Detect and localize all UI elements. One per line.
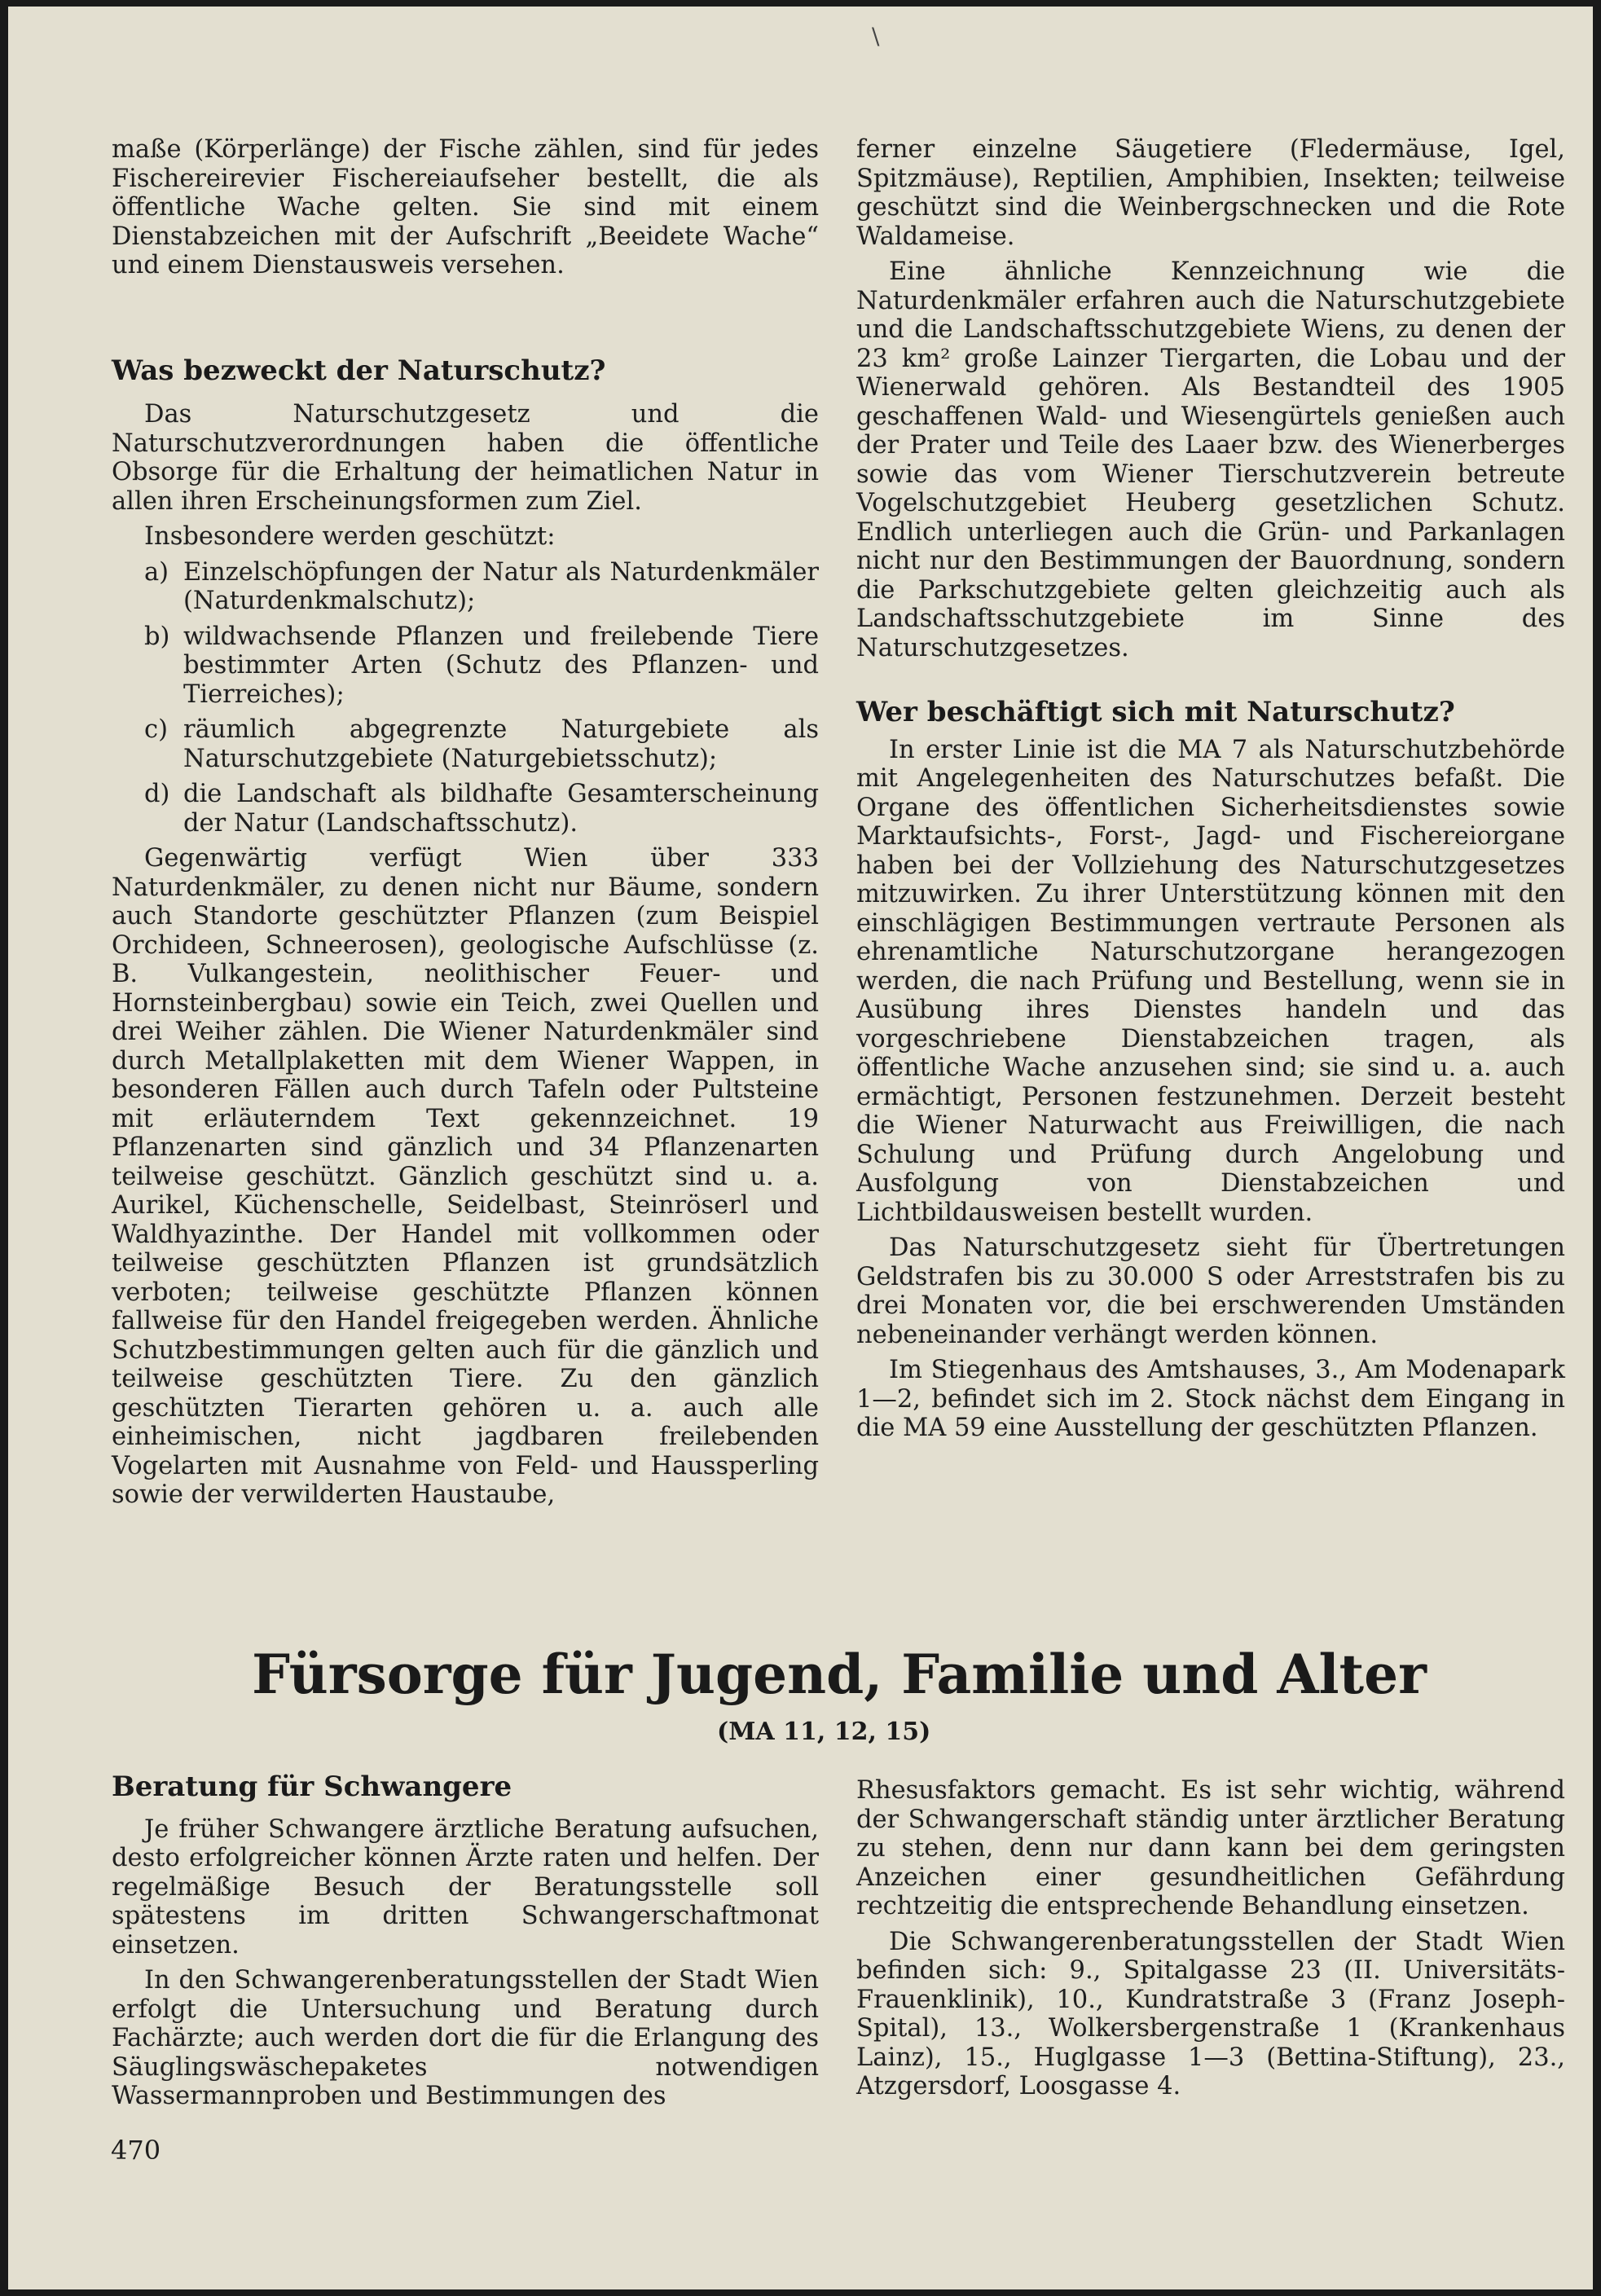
list-item [144,558,819,616]
right-paragraph-4: Im Stiegenhaus des Amtshauses, 3., Am Modenapark 1—2, befindet sich im 2. Stock nächst dem Eingang in die MA 59 eine Ausstellung der geschützten Pflanzen. [856,1356,1565,1442]
heading-naturschutz-purpose: Was bezweckt der Naturschutz? [112,354,606,387]
left-column [112,135,819,1510]
list-item-text: Einzelschöpfungen der Natur als Naturdenkmäler (Naturdenkmalschutz); [183,557,819,615]
list-item [144,715,819,773]
list-item-text: wildwachsende Pflanzen und freilebende Tiere bestimmter Arten (Schutz des Pflanzen- und Tierreiches); [183,622,819,709]
section-subtitle: (MA 11, 12, 15) [717,1718,931,1746]
list-item-label: c) [144,715,168,744]
list-item [144,780,819,838]
heading-naturschutz-who: Wer beschäftigt sich mit Naturschutz? [856,696,1455,728]
bottom-right-paragraph-1: Rhesusfaktors gemacht. Es ist sehr wichtig, während der Schwangerschaft ständig unter ärztlicher Beratung zu stehen, denn nur dann kann bei dem geringsten Anzeichen einer gesundheitlichen Gefährdung rechtzeitig die entsprechende Behandlung einsetzen. [856,1776,1565,1920]
bottom-left-column [112,1770,819,2111]
right-column [856,135,1565,1443]
section-title: Fürsorge für Jugend, Familie und Alter [252,1643,1427,1706]
list-item-label: b) [144,622,170,651]
page-number: 470 [111,2135,161,2166]
bottom-left-paragraph-1: Je früher Schwangere ärztliche Beratung aufsuchen, desto erfolgreicher können Ärzte raten und helfen. Der regelmäßige Besuch der Beratungsstelle soll spätestens im dritten Schwangerschaftmonat einsetzen. [112,1814,819,1960]
right-paragraph-1: Eine ähnliche Kennzeichnung wie die Naturdenkmäler erfahren auch die Naturschutzgebiete und die Landschaftsschutzgebiete Wiens, zu denen der 23 km² große Lainzer Tiergarten, die Lobau und der Wienerwald gehören. Als Bestandteil des 1905 geschaffenen Wald- und Wiesengürtels genießen auch der Prater und Teile des Laaer bzw. des Wienerberges sowie das vom Wiener Tierschutzverein betreute Vogelschutzgebiet Heuberg gesetzlichen Schutz. Endlich unterliegen auch die Grün- und Parkanlagen nicht nur den Bestimmungen der Bauordnung, sondern die Parkschutzgebiete gelten gleichzeitig auch als Landschaftsschutzgebiete im Sinne des Naturschutzgesetzes. [856,257,1565,662]
left-paragraph-2: Insbesondere werden geschützt: [144,522,556,551]
scanned-page [8,7,1593,2289]
bottom-right-paragraph-2: Die Schwangerenberatungsstellen der Stadt Wien befinden sich: 9., Spitalgasse 23 (II. Universitäts-Frauenklinik), 10., Kundratstraße 3 (Franz Joseph-Spital), 13., Wolkersbergenstraße 1 (Krankenhaus Lainz), 15., Huglgasse 1—3 (Bettina-Stiftung), 23., Atzgersdorf, Loosgasse 4. [856,1927,1565,2100]
left-intro-paragraph: maße (Körperlänge) der Fische zählen, sind für jedes Fischereirevier Fischereiaufseher bestellt, die als öffentliche Wache gelten. Sie sind mit einem Dienstabzeichen mit der Aufschrift „Beeidete Wache“ und einem Dienstausweis versehen. [112,135,819,279]
list-item-label: a) [144,557,169,587]
right-paragraph-2: In erster Linie ist die MA 7 als Naturschutzbehörde mit Angelegenheiten des Naturschutzes befaßt. Die Organe des öffentlichen Sicherheitsdienstes sowie Marktaufsichts-, Forst-, Jagd- und Fischereiorgane haben bei der Vollziehung des Naturschutzgesetzes mitzuwirken. Zu ihrer Unterstützung können mit den einschlägigen Bestimmungen vertraute Personen als ehrenamtliche Naturschutzorgane herangezogen werden, die nach Prüfung und Bestellung, wenn sie in Ausübung ihres Dienstes handeln und das vorgeschriebene Dienstabzeichen tragen, als öffentliche Wache anzusehen sind; sie sind u. a. auch ermächtigt, Personen festzunehmen. Derzeit besteht die Wiener Naturwacht aus Freiwilligen, die nach Schulung und Prüfung durch Angelobung und Ausfolgung von Dienstabzeichen und Lichtbildausweisen bestellt wurden. [856,735,1565,1227]
bottom-left-paragraph-2: In den Schwangerenberatungsstellen der Stadt Wien erfolgt die Untersuchung und Beratung durch Fachärzte; auch werden dort die für die Erlangung des Säuglingswäschepaketes notwendigen Wassermannproben und Bestimmungen des [112,1966,819,2110]
right-paragraph-3: Das Naturschutzgesetz sieht für Übertretungen Geldstrafen bis zu 30.000 S oder Arreststrafen bis zu drei Monaten vor, die bei erschwerenden Umständen nebeneinander verhängt werden können. [856,1234,1565,1349]
list-item [144,622,819,710]
protection-list [112,558,819,838]
heading-pregnancy-advice: Beratung für Schwangere [112,1770,512,1803]
left-paragraph-1: Das Naturschutzgesetz und die Naturschutzverordnungen haben die öffentliche Obsorge für die Erhaltung der heimatlichen Natur in allen ihren Erscheinungsformen zum Ziel. [112,400,819,516]
right-intro-paragraph: ferner einzelne Säugetiere (Fledermäuse, Igel, Spitzmäuse), Reptilien, Amphibien, Insekten; teilweise geschützt sind die Weinbergschnecken und die Rote Waldameise. [856,135,1565,251]
bottom-right-column [856,1776,1565,2101]
list-item-label: d) [144,780,170,808]
left-paragraph-3: Gegenwärtig verfügt Wien über 333 Naturdenkmäler, zu denen nicht nur Bäume, sondern auch Standorte geschützter Pflanzen (zum Beispiel Orchideen, Schneerosen), geologische Aufschlüsse (z. B. Vulkangestein, neolithischer Feuer- und Hornsteinbergbau) sowie ein Teich, zwei Quellen und drei Weiher zählen. Die Wiener Naturdenkmäler sind durch Metallplaketten mit dem Wiener Wappen, in besonderen Fällen auch durch Tafeln oder Pultsteine mit erläuterndem Text gekennzeichnet. 19 Pflanzenarten sind gänzlich und 34 Pflanzenarten teilweise geschützt. Gänzlich geschützt sind u. a. Aurikel, Küchenschelle, Seidelbast, Steinröserl und Waldhyazinthe. Der Handel mit vollkommen oder teilweise geschützten Pflanzen ist grundsätzlich verboten; teilweise geschützte Pflanzen können fallweise für den Handel freigegeben werden. Ähnliche Schutzbestimmungen gelten auch für die gänzlich und teilweise geschützten Tiere. Zu den gänzlich geschützten Tierarten gehören u. a. auch alle einheimischen, nicht jagdbaren freilebenden Vogelarten mit Ausnahme von Feld- und Haussperling sowie der verwilderten Haustaube, [112,844,819,1509]
list-item-text: räumlich abgegrenzte Naturgebiete als Naturschutzgebiete (Naturgebietsschutz); [183,715,819,773]
list-item-text: die Landschaft als bildhafte Gesamterscheinung der Natur (Landschaftsschutz). [183,780,819,838]
scan-mark: \ [872,23,880,50]
